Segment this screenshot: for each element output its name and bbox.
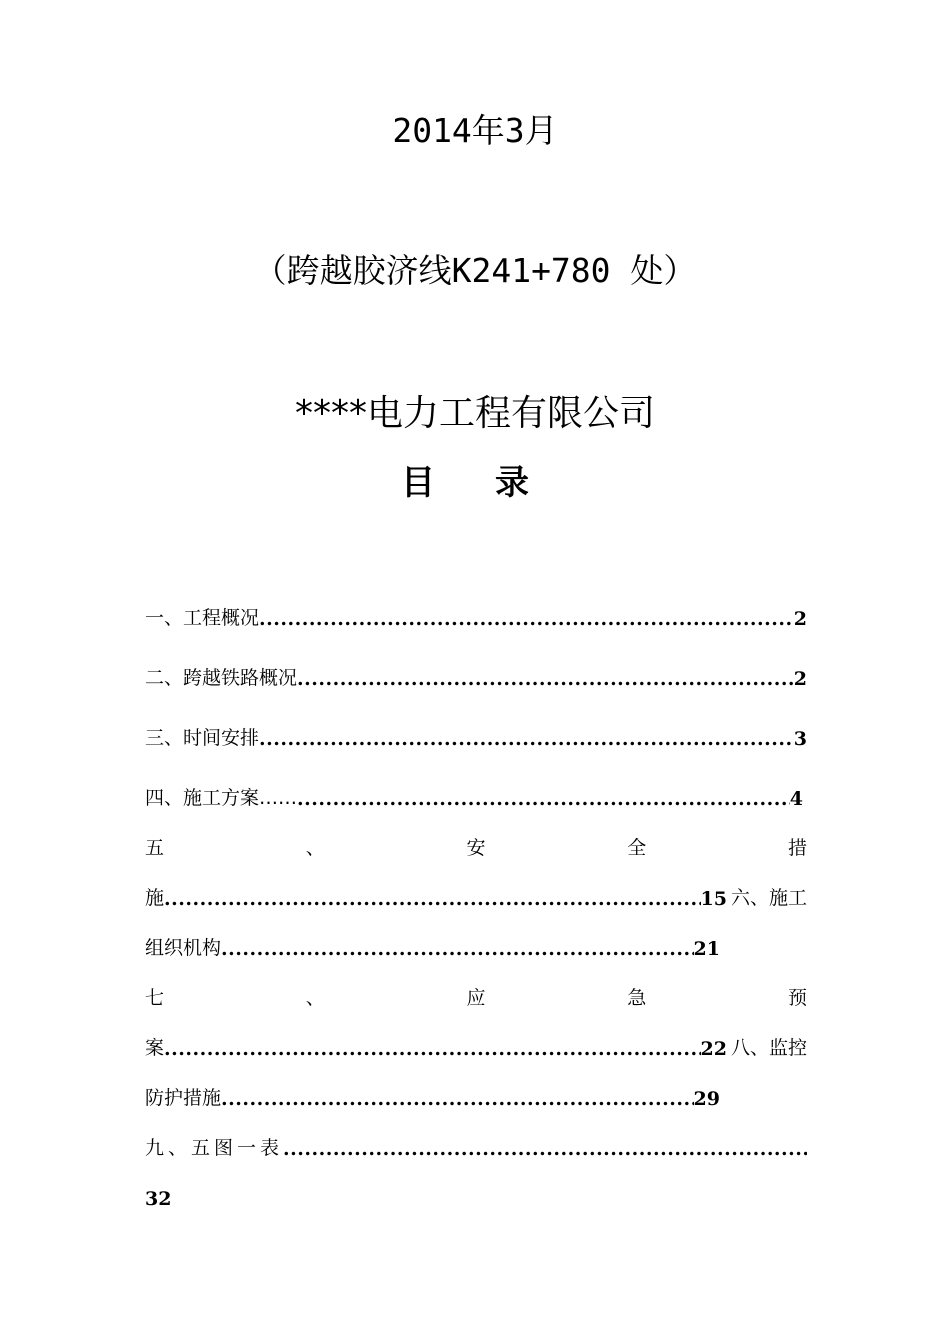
toc-entry-continued[interactable] [145, 1030, 807, 1060]
toc-entry-continued[interactable] [145, 1080, 720, 1110]
toc-entry-continuation: 组织机构 [145, 937, 222, 959]
toc-char: 预 [787, 987, 807, 1009]
toc-entry-page: 21 [693, 938, 720, 960]
toc-entry[interactable] [145, 720, 807, 750]
cover-subtitle: （跨越胶济线K241+780 处） [253, 251, 697, 290]
toc-entry-spread[interactable] [145, 830, 807, 860]
toc-entry[interactable] [145, 600, 807, 630]
toc-entry-page: 2 [793, 608, 807, 630]
toc-entry-page-wrapped [145, 1180, 171, 1210]
toc-entry-spread[interactable] [145, 980, 807, 1010]
toc-leader [259, 608, 794, 630]
toc-leader [164, 1038, 701, 1060]
toc-entry-continuation: 施 [145, 887, 165, 909]
toc-entry-page: 15 [700, 888, 727, 910]
toc-entry-page: 32 [145, 1188, 172, 1210]
toc-entry-continued[interactable] [145, 930, 720, 960]
toc-entry-continued[interactable] [145, 880, 807, 910]
toc-char: 安 [466, 837, 486, 859]
toc-leader [164, 888, 701, 910]
toc-entry-continuation: 案 [145, 1037, 165, 1059]
toc-entry-page: 4 [789, 788, 803, 810]
toc-char: 应 [466, 987, 486, 1009]
toc-char: 措 [787, 837, 807, 859]
toc-char: 全 [627, 837, 647, 859]
toc-entry-page: 29 [693, 1088, 720, 1110]
toc-heading: 目录 [401, 463, 589, 503]
toc-leader [221, 938, 694, 960]
toc-entry-title: 九、五图一表 [145, 1137, 284, 1159]
toc-char: 七 [145, 987, 165, 1009]
toc-leader [283, 1138, 807, 1160]
toc-leader [297, 668, 794, 690]
toc-entry-title: 一、工程概况 [145, 607, 260, 629]
toc-entry-page: 3 [793, 728, 807, 750]
company-name: ****电力工程有限公司 [294, 393, 655, 434]
toc-entry[interactable] [145, 660, 807, 690]
toc-char: 急 [627, 987, 647, 1009]
toc-char: 五 [145, 837, 165, 859]
toc-entry-title: 二、跨越铁路概况 [145, 667, 298, 689]
cover-date: 2014年3月 [392, 111, 558, 150]
toc-leader [297, 788, 790, 810]
toc-entry-continuation: 防护措施 [145, 1087, 222, 1109]
toc-entry[interactable] [145, 1130, 807, 1160]
toc-entry-page: 22 [700, 1038, 727, 1060]
toc-entry-title: 三、时间安排 [145, 727, 260, 749]
toc-leader [259, 728, 794, 750]
toc-char: 、 [305, 837, 325, 859]
toc-next-entry-start: 六、施工 [730, 887, 807, 909]
toc-entry[interactable] [145, 780, 803, 810]
toc-next-entry-start: 八、监控 [730, 1037, 807, 1059]
toc-leader [221, 1088, 694, 1110]
toc-entry-title: 四、施工方案…… [145, 787, 298, 809]
toc-entry-page: 2 [793, 668, 807, 690]
toc-char: 、 [305, 987, 325, 1009]
